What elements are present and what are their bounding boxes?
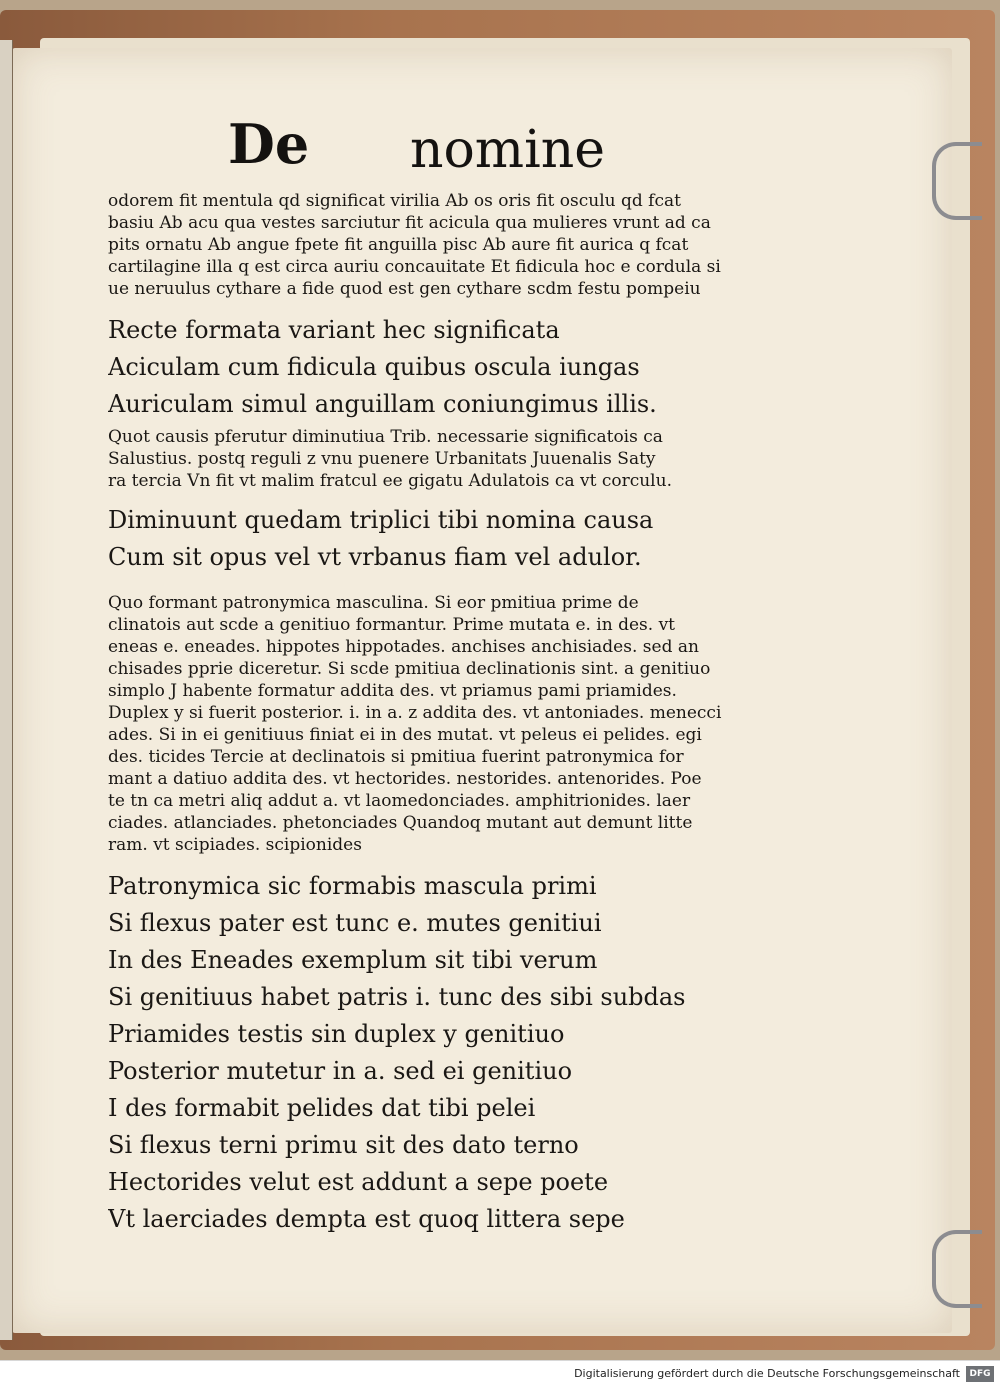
- text-line: des. ticides Tercie at declinatois si pmitiua fuerint patronymica for: [108, 747, 684, 767]
- text-line: ra tercia Vn fit vt malim fratcul ee gigatu Adulatois ca vt corculu.: [108, 471, 672, 491]
- verse-line: Diminuunt quedam triplici tibi nomina causa: [108, 506, 654, 534]
- dfg-logo: DFG: [966, 1366, 994, 1382]
- text-line: pits ornatu Ab angue fpete fit anguilla pisc Ab aure fit aurica q fcat: [108, 235, 689, 255]
- verse-line: Posterior mutetur in a. sed ei genitiuo: [108, 1057, 573, 1085]
- footer-bar: [0, 1360, 1000, 1390]
- verse-block-3: [108, 868, 768, 1238]
- verse-line: Hectorides velut est addunt a sepe poete: [108, 1168, 609, 1196]
- verse-block-1: [108, 312, 768, 423]
- verse-line: Recte formata variant hec significata: [108, 316, 560, 344]
- page-heading: [0, 112, 1000, 182]
- verse-line: I des formabit pelides dat tibi pelei: [108, 1094, 536, 1122]
- funding-credit: Digitalisierung gefördert durch die Deutsche Forschungsgemeinschaft: [574, 1367, 960, 1380]
- verse-line: Si genitiuus habet patris i. tunc des sibi subdas: [108, 983, 686, 1011]
- prose-block-3: [108, 592, 768, 856]
- verse-line: Si flexus pater est tunc e. mutes genitiui: [108, 909, 602, 937]
- verse-line: Si flexus terni primu sit des dato terno: [108, 1131, 579, 1159]
- text-line: Quo formant patronymica masculina. Si eor pmitiua prime de: [108, 593, 639, 613]
- text-line: chisades pprie diceretur. Si scde pmitiua declinationis sint. a genitiuo: [108, 659, 711, 679]
- verse-line: Patronymica sic formabis mascula primi: [108, 872, 597, 900]
- text-line: basiu Ab acu qua vestes sarciutur fit acicula qua mulieres vrunt ad ca: [108, 213, 711, 233]
- text-line: mant a datiuo addita des. vt hectorides. nestorides. antenorides. Poe: [108, 769, 702, 789]
- text-line: simplo J habente formatur addita des. vt priamus pami priamides.: [108, 681, 677, 701]
- text-line: te tn ca metri aliq addut a. vt laomedonciades. amphitrionides. laer: [108, 791, 691, 811]
- text-line: odorem fit mentula qd significat virilia Ab os oris fit osculu qd fcat: [108, 191, 681, 211]
- verse-block-2: [108, 502, 768, 576]
- prose-block-1: [108, 190, 768, 300]
- text-line: Duplex y si fuerit posterior. i. in a. z addita des. vt antoniades. menecci: [108, 703, 722, 723]
- text-line: Quot causis pferutur diminutiua Trib. necessarie significatois ca: [108, 427, 663, 447]
- clamp-bottom-icon: [932, 1230, 982, 1308]
- prose-block-2: [108, 426, 768, 492]
- verse-line: In des Eneades exemplum sit tibi verum: [108, 946, 598, 974]
- heading-nomine: nomine: [410, 120, 605, 180]
- text-line: eneas e. eneades. hippotes hippotades. anchises anchisiades. sed an: [108, 637, 699, 657]
- text-line: ram. vt scipiades. scipionides: [108, 835, 362, 855]
- verse-line: Priamides testis sin duplex y genitiuo: [108, 1020, 565, 1048]
- verse-line: Auriculam simul anguillam coniungimus illis.: [108, 390, 657, 418]
- text-line: Salustius. postq reguli z vnu puenere Urbanitats Juuenalis Saty: [108, 449, 656, 469]
- text-line: ue neruulus cythare a fide quod est gen cythare scdm festu pompeiu: [108, 279, 701, 299]
- facing-page-edge: [0, 40, 13, 1340]
- text-line: ades. Si in ei genitiuus finiat ei in des mutat. vt peleus ei pelides. egi: [108, 725, 702, 745]
- verse-line: Vt laerciades dempta est quoq littera sepe: [108, 1205, 625, 1233]
- text-line: clinatois aut scde a genitiuo formantur. Prime mutata e. in des. vt: [108, 615, 676, 635]
- text-line: ciades. atlanciades. phetonciades Quandoq mutant aut demunt litte: [108, 813, 693, 833]
- verse-line: Aciculam cum fidicula quibus oscula iungas: [108, 353, 640, 381]
- verse-line: Cum sit opus vel vt vrbanus fiam vel adulor.: [108, 543, 642, 571]
- heading-de: De: [228, 112, 310, 176]
- text-line: cartilagine illa q est circa auriu concauitate Et fidicula hoc e cordula si: [108, 257, 721, 277]
